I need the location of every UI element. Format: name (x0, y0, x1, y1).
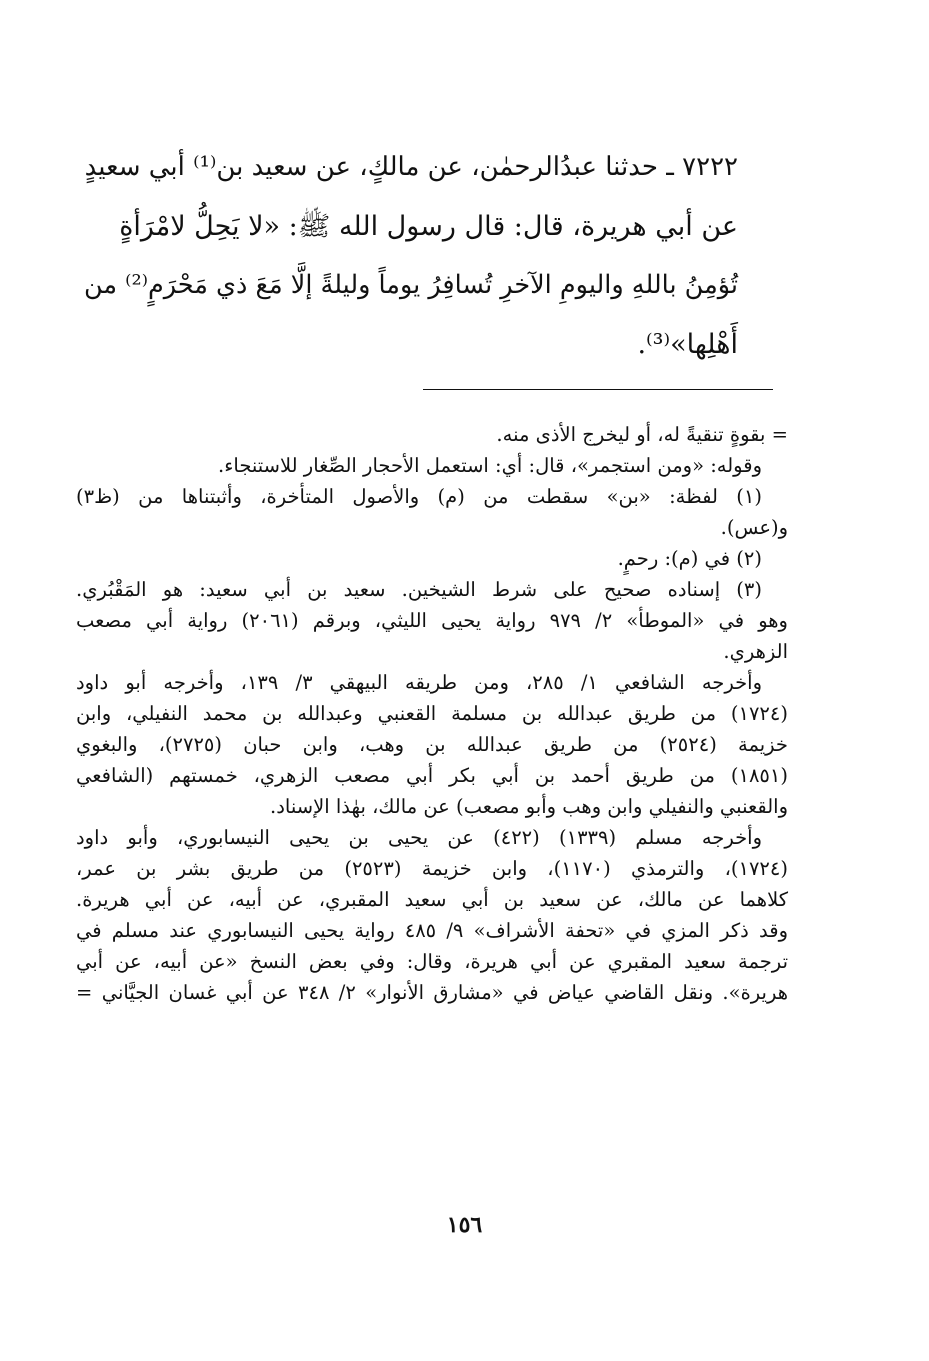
footnote-line: وهو في «الموطأ» ٢/ ٩٧٩ رواية يحيى الليثي، وبرقم (٢٠٦١) رواية أبي مصعب (76, 609, 788, 632)
footnote-line: (١٨٥١) من طريق أحمد بن أبي بكر أبي مصعب الزهري، خمستهم (الشافعي (76, 764, 788, 787)
hadith-line: أَهْلِها»⁽³⁾. (637, 329, 738, 360)
hadith-line: ٧٢٢٢ ـ حدثنا عبدُالرحمٰن، عن مالكٍ، عن سعيد بن⁽¹⁾ أبي سعيدٍ (84, 152, 738, 182)
footnote-line: الزهري. (723, 640, 788, 663)
footnote-line: وقوله: «ومن استجمر»، قال: أي: استعمل الأحجار الصِّغار للاستنجاء. (218, 454, 762, 477)
footnotes (76, 419, 788, 1008)
hadith-line: تُؤمِنُ باللهِ واليومِ الآخرِ تُسافِرُ يوماً وليلةً إلَّا مَعَ ذي مَحْرَمٍ⁽²⁾ من (84, 270, 738, 300)
hadith-text (78, 138, 738, 374)
footnote-line: كلاهما عن مالك، عن سعيد بن أبي سعيد المقبري، عن أبيه، عن أبي هريرة. (76, 888, 788, 911)
footnote-line: (١٧٢٤)، والترمذي (١١٧٠)، وابن خزيمة (٢٥٢٣) من طريق بشر بن عمر، (76, 857, 788, 880)
footnote-line: وأخرجه مسلم (١٣٣٩) (٤٢٢) عن يحيى بن يحيى النيسابوري، وأبو داود (76, 826, 763, 849)
footnote-line: والقعنبي والنفيلي وابن وهب وأبو مصعب) عن مالك، بهٰذا الإسناد. (270, 795, 788, 818)
footnote-line: = بقوةٍ تنقيةً له، أو ليخرج الأذى منه. (496, 423, 788, 446)
footnote-line: (٢) في (م): رحمٍ. (617, 547, 762, 570)
footnote-line: و(عس). (720, 516, 788, 539)
page-number: ١٥٦ (446, 1212, 483, 1238)
footnote-separator (423, 389, 773, 390)
footnote-line: (١٧٢٤) من طريق عبدالله بن مسلمة القعنبي وعبدالله بن محمد النفيلي، وابن (76, 702, 788, 725)
footnote-line: وقد ذكر المزي في «تحفة الأشراف» ٩/ ٤٨٥ رواية يحيى النيسابوري عند مسلم في (76, 919, 788, 942)
footnote-line: وأخرجه الشافعي ١/ ٢٨٥، ومن طريقه البيهقي ٣/ ١٣٩، وأخرجه أبو داود (76, 671, 762, 694)
footnote-line: هريرة». ونقل القاضي عياض في «مشارق الأنوار» ٢/ ٣٤٨ عن أبي غسان الجيَّاني = (76, 981, 789, 1004)
footnote-line: ترجمة سعيد المقبري عن أبي هريرة، وقال: وفي بعض النسخ «عن أبيه، عن أبي (76, 950, 788, 973)
footnote-line: (١) لفظة: «بن» سقطت من (م) والأصول المتأخرة، وأثبتناها من (ظ٣) (76, 485, 762, 508)
footnote-line: خزيمة (٢٥٢٤) من طريق عبدالله بن وهب، وابن حبان (٢٧٢٥)، والبغوي (76, 733, 788, 756)
footnote-line: (٣) إسناده صحيح على شرط الشيخين. سعيد بن أبي سعيد: هو المَقْبُري. (76, 578, 762, 601)
hadith-line: عن أبي هريرة، قال: قال رسول الله ﷺ: «لا يَحِلُّ لامْرَأةٍ (119, 211, 738, 242)
